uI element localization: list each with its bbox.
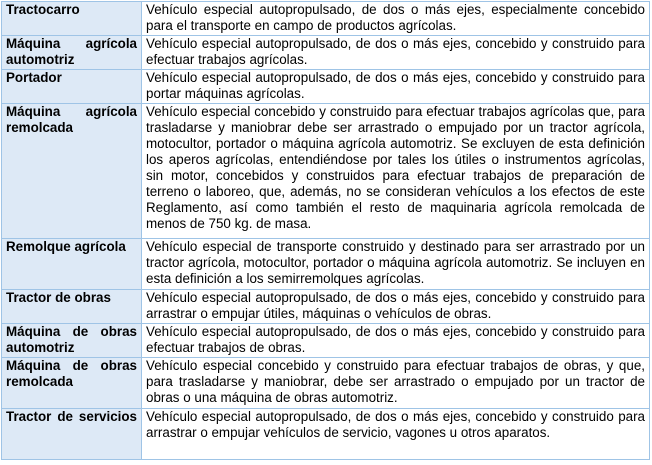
definition-cell: Vehículo especial de transporte construido y destinado para ser arrastrado por un tractor agrícola, motocultor, portador o máquina agrícola automotriz. Se incluyen en esta definición a los semirremolques agrícolas. [142, 239, 650, 290]
table-row [2, 324, 650, 358]
table-row [2, 290, 650, 324]
table-row [2, 409, 650, 460]
table-row [2, 36, 650, 70]
definition-cell: Vehículo especial autopropulsado, de dos o más ejes, concebido y construido para arrastrar o empujar vehículos de servicio, vagones u otros aparatos. [142, 409, 650, 460]
definition-cell: Vehículo especial concebido y construido para efectuar trabajos agrícolas que, para trasladarse y maniobrar debe ser arrastrado o empujado por un tractor agrícola, motocultor, portador o máquina agrícola automotriz. Se excluyen de esta definición los aperos agrícolas, entendiéndose por tales los útiles o instrumentos agrícolas, sin motor, concebidos y construidos para efectuar trabajos de preparación de terreno o laboreo, que, además, no se consideran vehículos a los efectos de este Reglamento, así como también el resto de maquinaria agrícola remolcada de menos de 750 kg. de masa. [142, 104, 650, 239]
term-cell: Tractocarro [2, 2, 142, 36]
table-row [2, 2, 650, 36]
table-row [2, 104, 650, 239]
definition-cell: Vehículo especial concebido y construido para efectuar trabajos de obras, y que, para trasladarse y maniobrar, debe ser arrastrado o empujado por un tractor de obras o una máquina de obras automotriz. [142, 358, 650, 409]
definition-cell: Vehículo especial autopropulsado, de dos o más ejes, concebido y construido para efectuar trabajos de obras. [142, 324, 650, 358]
term-cell: Portador [2, 70, 142, 104]
term-cell: Tractor de obras [2, 290, 142, 324]
term-cell: Máquina agrícola automotriz [2, 36, 142, 70]
table-row [2, 70, 650, 104]
definition-cell: Vehículo especial autopropulsado, de dos o más ejes, concebido y construido para arrastrar o empujar útiles, máquinas o vehículos de obras. [142, 290, 650, 324]
definition-cell: Vehículo especial autopropulsado, de dos o más ejes, concebido y construido para portar máquinas agrícolas. [142, 70, 650, 104]
table-row [2, 358, 650, 409]
term-cell: Remolque agrícola [2, 239, 142, 290]
term-cell: Máquina agrícola remolcada [2, 104, 142, 239]
term-cell: Máquina de obras remolcada [2, 358, 142, 409]
definitions-table [1, 1, 650, 460]
definition-cell: Vehículo especial autopropulsado, de dos o más ejes, concebido y construido para efectuar trabajos agrícolas. [142, 36, 650, 70]
term-cell: Máquina de obras automotriz [2, 324, 142, 358]
table-row [2, 239, 650, 290]
definition-cell: Vehículo especial autopropulsado, de dos o más ejes, especialmente concebido para el transporte en campo de productos agrícolas. [142, 2, 650, 36]
term-cell: Tractor de servicios [2, 409, 142, 460]
